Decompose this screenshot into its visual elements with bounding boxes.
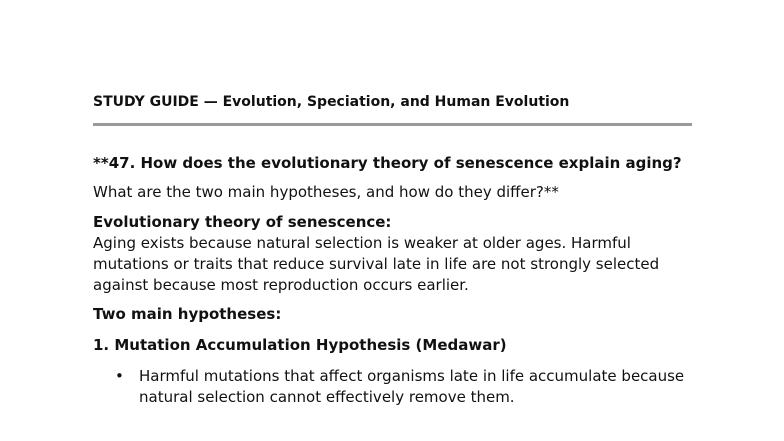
document-content — [93, 93, 693, 408]
question-subtitle: What are the two main hypotheses, and how do they differ?** — [93, 183, 559, 201]
header-divider — [93, 123, 692, 126]
hypothesis-heading-mutation-accumulation: 1. Mutation Accumulation Hypothesis (Medawar) — [93, 336, 507, 354]
section-heading-theory: Evolutionary theory of senescence: — [93, 213, 392, 231]
list-item-text: Harmful mutations that affect organisms late in life accumulate because natural selection cannot effectively remove them. — [139, 367, 685, 406]
document-header-title: STUDY GUIDE — Evolution, Speciation, and Human Evolution — [93, 94, 570, 110]
section-heading-hypotheses: Two main hypotheses: — [93, 305, 282, 323]
section-body-theory: Aging exists because natural selection is weaker at older ages. Harmful mutations or traits that reduce survival late in life are not strongly selected against because most reproduction occurs earlier. — [93, 234, 660, 294]
bullet-list — [93, 366, 693, 408]
list-item — [93, 366, 693, 408]
bullet-icon: • — [115, 367, 124, 385]
question-title: **47. How does the evolutionary theory of senescence explain aging? — [93, 154, 682, 172]
